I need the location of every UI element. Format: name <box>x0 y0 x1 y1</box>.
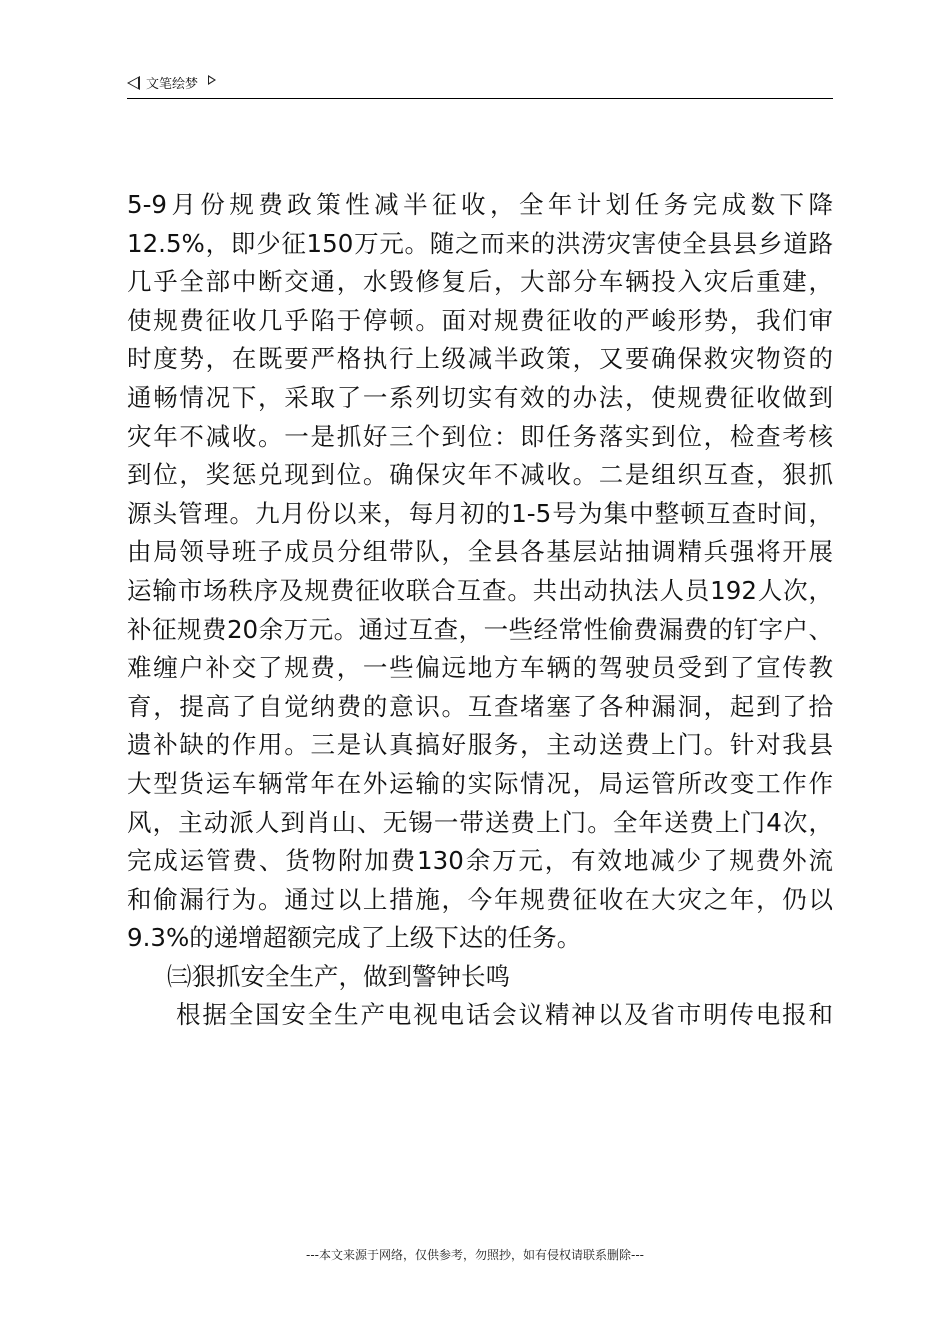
body-line: 使规费征收几乎陷于停顿。面对规费征收的严峻形势，我们审 <box>127 305 833 335</box>
body-line: 遗补缺的作用。三是认真搞好服务，主动送费上门。针对我县 <box>127 730 833 760</box>
body-line-last: 9.3%的递增超额完成了上级下达的任务。 <box>127 923 582 953</box>
body-line: 到位，奖惩兑现到位。确保灾年不减收。二是组织互查，狠抓 <box>127 460 833 490</box>
body-line: 通畅情况下，采取了一系列切实有效的办法，使规费征收做到 <box>127 382 833 412</box>
body-line: 几乎全部中断交通，水毁修复后，大部分车辆投入灾后重建， <box>127 267 833 297</box>
body-line: 完成运管费、货物附加费130余万元，有效地减少了规费外流 <box>127 846 833 876</box>
triangle-left-icon <box>127 76 140 90</box>
header-brand-group <box>127 73 216 92</box>
body-line: 5-9月份规费政策性减半征收，全年计划任务完成数下降 <box>127 190 833 219</box>
body-line: 难缠户补交了规费，一些偏远地方车辆的驾驶员受到了宣传教 <box>127 653 833 683</box>
body-line: 育，提高了自觉纳费的意识。互查堵塞了各种漏洞，起到了拾 <box>127 691 833 721</box>
body-line: 运输市场秩序及规费征收联合互查。共出动执法人员192人次， <box>127 575 833 605</box>
footer-disclaimer: ---本文来源于网络，仅供参考，勿照抄，如有侵权请联系删除--- <box>306 1248 644 1262</box>
body-line: 风，主动派人到肖山、无锡一带送费上门。全年送费上门4次， <box>127 807 833 837</box>
body-line: 12.5%，即少征150万元。随之而来的洪涝灾害使全县县乡道路 <box>127 228 833 258</box>
paragraph-first-line: 根据全国安全生产电视电话会议精神以及省市明传电报和 <box>176 1000 833 1030</box>
body-line: 时度势，在既要严格执行上级减半政策，又要确保救灾物资的 <box>127 344 833 374</box>
document-body <box>127 186 833 1035</box>
body-line: 和偷漏行为。通过以上措施，今年规费征收在大灾之年，仍以 <box>127 884 833 914</box>
section-heading: ㈢狠抓安全生产，做到警钟长鸣 <box>167 961 510 991</box>
body-line: 补征规费20余万元。通过互查，一些经常性偷费漏费的钉字户、 <box>127 614 833 644</box>
page-header <box>127 72 833 99</box>
body-line: 大型货运车辆常年在外运输的实际情况，局运管所改变工作作 <box>127 768 833 798</box>
body-line: 源头管理。九月份以来，每月初的1-5号为集中整顿互查时间， <box>127 498 833 528</box>
body-line: 由局领导班子成员分组带队，全县各基层站抽调精兵强将开展 <box>127 537 833 567</box>
triangle-right-icon <box>208 75 216 85</box>
header-brand: 文笔绘梦 <box>146 77 199 92</box>
body-line: 灾年不减收。一是抓好三个到位：即任务落实到位，检查考核 <box>127 421 833 451</box>
